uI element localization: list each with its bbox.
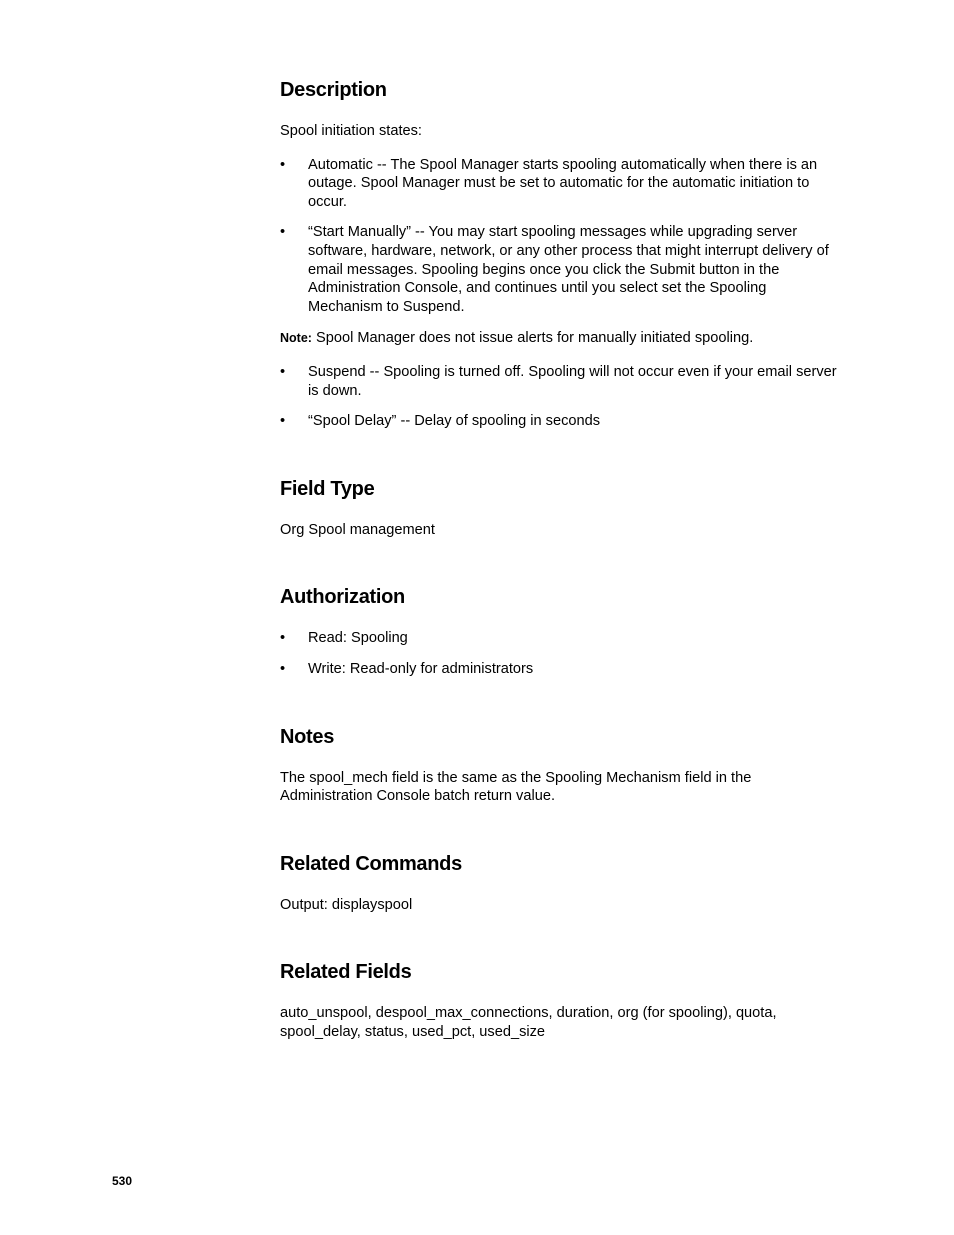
related-commands-text: Output: displayspool xyxy=(280,896,413,913)
notes-heading: Notes xyxy=(280,725,335,748)
bullet-icon: • xyxy=(280,413,286,430)
field-type-heading: Field Type xyxy=(280,477,375,500)
page-content xyxy=(280,76,842,1056)
note-paragraph xyxy=(280,329,842,348)
related-commands-section xyxy=(280,850,842,915)
page-number: 530 xyxy=(112,1174,133,1188)
note-label: Note: xyxy=(280,331,312,346)
list-item-text: “Start Manually” -- You may start spooling messages while upgrading server software, hardware, network, or any other process that might interrupt delivery of email messages. Spooling begins once you click the Submit button in the Administration Console, and continues until you select set the Spooling Mechanism to Suspend. xyxy=(308,224,829,315)
authorization-list xyxy=(280,629,842,678)
notes-text: The spool_mech field is the same as the Spooling Mechanism field in the Administration Console batch return value. xyxy=(280,769,752,805)
list-item xyxy=(280,629,842,648)
related-fields-text: auto_unspool, despool_max_connections, duration, org (for spooling), quota, spool_delay, status, used_pct, used_size xyxy=(280,1005,777,1040)
list-item xyxy=(280,660,842,679)
list-item xyxy=(280,223,842,316)
bullet-icon: • xyxy=(280,363,286,380)
list-item xyxy=(280,156,842,212)
note-text: Spool Manager does not issue alerts for manually initiated spooling. xyxy=(311,330,754,347)
bullet-icon: • xyxy=(280,630,286,647)
notes-section xyxy=(280,723,842,806)
field-type-text: Org Spool management xyxy=(280,521,435,538)
related-fields-section xyxy=(280,958,842,1041)
authorization-heading: Authorization xyxy=(280,586,405,609)
description-heading: Description xyxy=(280,79,387,101)
list-item xyxy=(280,412,842,431)
list-item-text: Write: Read-only for administrators xyxy=(308,660,534,677)
list-item-text: Automatic -- The Spool Manager starts spooling automatically when there is an outage. Spool Manager must be set to automatic for the automatic initiation to occur. xyxy=(308,156,818,210)
related-commands-heading: Related Commands xyxy=(280,852,462,875)
bullet-icon: • xyxy=(280,224,286,241)
description-intro: Spool initiation states: xyxy=(280,123,422,139)
list-item-text: Read: Spooling xyxy=(308,630,408,647)
spool-states-list xyxy=(280,156,842,317)
description-section xyxy=(280,76,842,431)
spool-states-list-continued xyxy=(280,363,842,431)
bullet-icon: • xyxy=(280,660,286,677)
list-item xyxy=(280,363,842,400)
list-item-text: “Spool Delay” -- Delay of spooling in seconds xyxy=(308,413,601,430)
authorization-section xyxy=(280,583,842,678)
bullet-icon: • xyxy=(280,156,286,173)
related-fields-heading: Related Fields xyxy=(280,961,412,984)
list-item-text: Suspend -- Spooling is turned off. Spooling will not occur even if your email server is down. xyxy=(308,363,837,399)
field-type-section xyxy=(280,475,842,540)
